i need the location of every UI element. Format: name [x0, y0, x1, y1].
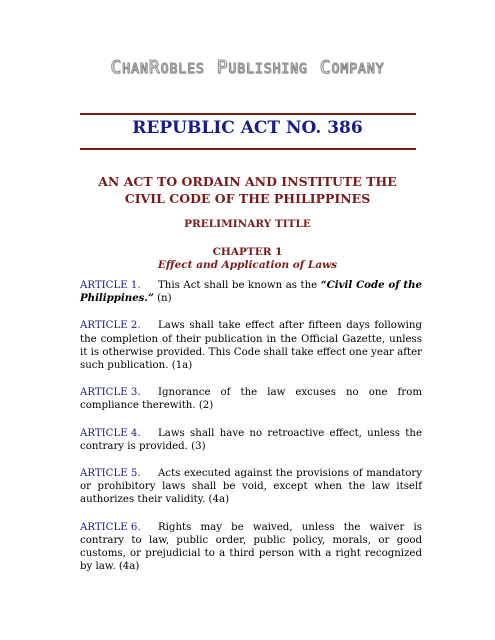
- article-label: ARTICLE 5.: [80, 468, 141, 480]
- article-3: [80, 386, 422, 412]
- chapter-heading: [0, 246, 495, 272]
- act-subtitle-line-2: CIVIL CODE OF THE PHILIPPINES: [124, 191, 371, 206]
- chapter-number: CHAPTER 1: [212, 246, 283, 258]
- article-5: [80, 467, 422, 507]
- article-text: Ignorance of the law excuses no one from compliance therewith. (2): [80, 387, 422, 412]
- article-label: ARTICLE 1.: [80, 280, 141, 291]
- article-text: Laws shall have no retroactive effect, unless the contrary is provided. (3): [80, 427, 422, 452]
- article-4: [80, 427, 422, 453]
- article-text-suffix: (n): [153, 293, 172, 305]
- preliminary-title: PRELIMINARY TITLE: [184, 218, 311, 230]
- publisher-name: ChanRobles Publishing Company: [110, 57, 385, 78]
- title-rule-bottom: [80, 148, 416, 150]
- article-6: [80, 521, 422, 574]
- act-subtitle: [60, 173, 435, 207]
- article-label: ARTICLE 3.: [80, 387, 141, 399]
- article-text: This Act shall be known as the: [158, 280, 321, 291]
- article-list: [80, 279, 422, 587]
- article-text: Laws shall take effect after fifteen days following the completion of their publication in the Official Gazette, unless it is otherwise provided. This Code shall take effect one year after such publication. (1a): [80, 320, 422, 372]
- article-1: [80, 279, 422, 305]
- act-title: REPUBLIC ACT NO. 386: [132, 118, 363, 138]
- chapter-title: Effect and Application of Laws: [157, 259, 338, 271]
- article-2: [80, 319, 422, 372]
- article-emphasis: “Civil Code of the Philippines.”: [80, 279, 423, 305]
- article-label: ARTICLE 4.: [80, 427, 141, 439]
- article-label: ARTICLE 2.: [80, 320, 141, 332]
- title-rule-top: [80, 113, 416, 115]
- article-text: Acts executed against the provisions of mandatory or prohibitory laws shall be void, except when the law itself authorizes their validity. (4a): [80, 468, 422, 506]
- article-label: ARTICLE 6.: [80, 521, 141, 533]
- article-text: Rights may be waived, unless the waiver is contrary to law, public order, public policy, morals, or good customs, or prejudicial to a third person with a right recognized by law. (4a): [80, 521, 422, 573]
- act-subtitle-line-1: AN ACT TO ORDAIN AND INSTITUTE THE: [98, 174, 397, 189]
